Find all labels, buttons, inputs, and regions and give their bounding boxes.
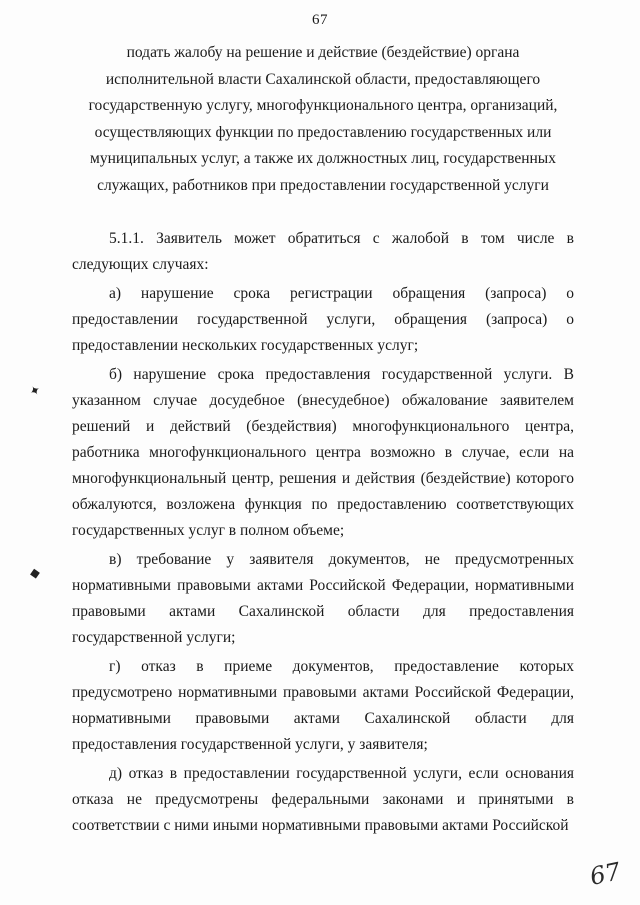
list-item-d: д) отказ в предоставлении государственной услуги, если основания отказа не предусмотрены федеральными законами и принятыми в соответствии с ними иными нормативными правовыми актами Российской	[72, 765, 574, 834]
list-item-a: а) нарушение срока регистрации обращения (запроса) о предоставлении государственной услуги, обращения (запроса) о предоставлении нескольких государственных услуг;	[72, 285, 574, 354]
page-number: 67	[312, 12, 328, 28]
paragraph-5-1-1: 5.1.1. Заявитель может обратиться с жалобой в том числе в следующих случаях:	[72, 230, 574, 273]
scan-artifact-mark: ✦	[26, 382, 44, 401]
list-item-g: г) отказ в приеме документов, предоставление которых предусмотрено нормативными правовыми актами Российской Федерации, нормативными правовыми актами Сахалинской области для предоставления государственной услуги, у заявителя;	[72, 658, 574, 753]
scan-artifact-mark: ◆	[28, 565, 42, 582]
list-item-b: б) нарушение срока предоставления государственной услуги. В указанном случае досудебное (внесудебное) обжалование заявителем решений и действий (бездействия) многофункционального центра, работника многофункционального центра возможно в случае, если на многофункциональный центр, решения и действия (бездействие) которого обжалуются, возложена функция по предоставлению соответствующих государственных услуг в полном объеме;	[72, 366, 574, 539]
handwritten-page-number: 67	[587, 857, 624, 891]
section-heading: подать жалобу на решение и действие (бездействие) органа исполнительной власти Сахалинской области, предоставляющего государственную услугу, многофункционального центра, организаций, осуществляющих функции по предоставлению государственных или муниципальных услуг, а также их должностных лиц, государственных служащих, работников при предоставлении государственной услуги	[88, 44, 558, 194]
document-body	[72, 226, 574, 842]
list-item-v: в) требование у заявителя документов, не предусмотренных нормативными правовыми актами Российской Федерации, нормативными правовыми актами Сахалинской области для предоставления государственной услуги;	[72, 551, 574, 646]
